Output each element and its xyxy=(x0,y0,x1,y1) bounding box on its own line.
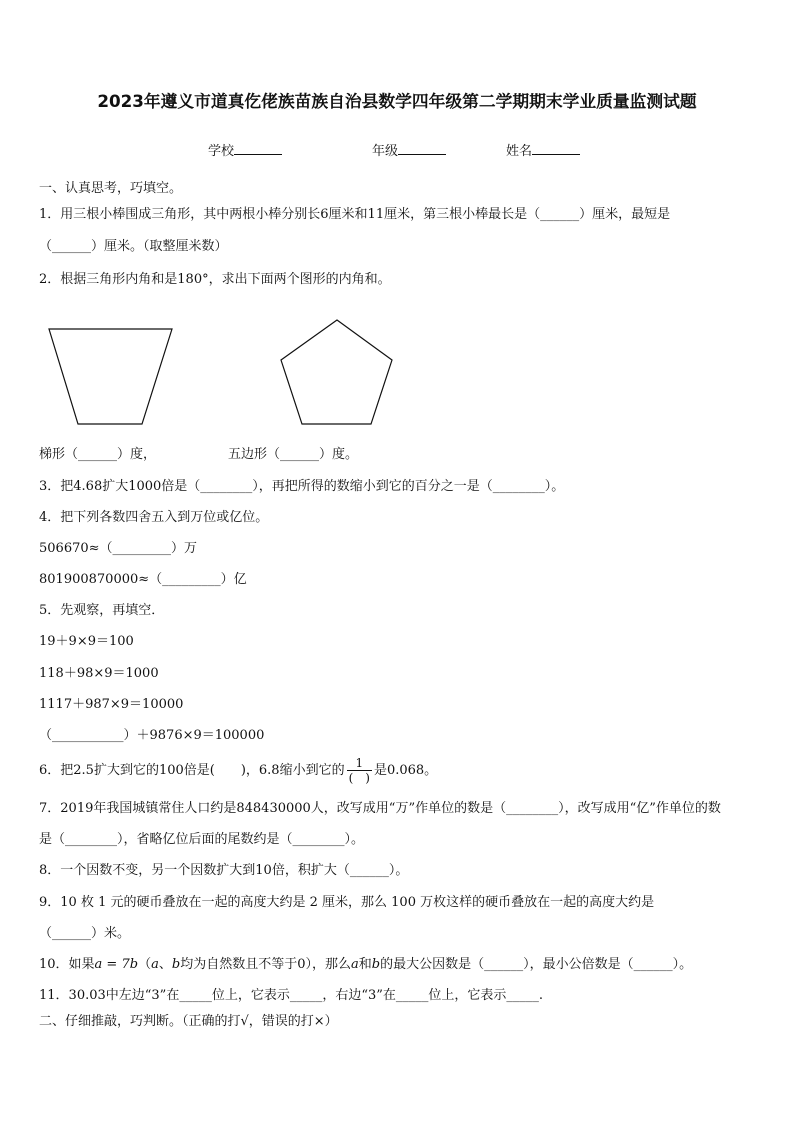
question-2: 2．根据三角形内角和是180°，求出下面两个图形的内角和。 xyxy=(39,272,391,287)
q10-text-f: 的最大公因数是（______），最小公倍数是（______）。 xyxy=(380,957,693,972)
question-5-line-2: 19＋9×9＝100 xyxy=(39,634,134,649)
question-6-text-b: 是0.068。 xyxy=(373,763,438,778)
school-label: 学校 xyxy=(208,144,235,159)
question-7-line-2: 是（________），省略亿位后面的尾数约是（________）。 xyxy=(39,832,365,847)
question-6 xyxy=(39,754,437,788)
pentagon-answer: 五边形（______）度。 xyxy=(228,447,359,462)
grade-label: 年级 xyxy=(372,144,399,159)
q10-var-a2: a xyxy=(350,957,359,972)
question-4-line-1: 4．把下列各数四舍五入到万位或亿位。 xyxy=(39,510,269,525)
name-label: 姓名 xyxy=(506,144,533,159)
question-5-line-3: 118＋98×9＝1000 xyxy=(39,666,159,681)
name-field[interactable] xyxy=(506,140,580,159)
question-9-line-2: （______）米。 xyxy=(39,926,131,941)
q10-text-c: 、 xyxy=(158,957,172,972)
q10-text-e: 和 xyxy=(358,957,372,972)
question-4-line-2: 506670≈（_________）万 xyxy=(39,541,198,556)
question-5-line-5: （___________）＋9876×9＝100000 xyxy=(39,728,265,743)
trapezoid-figure xyxy=(49,329,172,424)
q10-equation: a = 7b xyxy=(94,957,139,972)
question-3: 3．把4.68扩大1000倍是（________），再把所得的数缩小到它的百分之一是（________）。 xyxy=(39,479,565,494)
section-1-heading: 一、认真思考，巧填空。 xyxy=(39,181,183,196)
q10-var-b: b xyxy=(171,957,181,972)
page-title: 2023年遵义市道真仡佬族苗族自治县数学四年级第二学期期末学业质量监测试题 xyxy=(97,91,697,111)
q10-text-a: 10．如果 xyxy=(39,957,95,972)
question-5-line-1: 5．先观察，再填空． xyxy=(39,603,165,618)
q10-var-a: a xyxy=(151,957,159,972)
question-11: 11．30.03中左边“3”在_____位上，它表示_____，右边“3”在_____位上，它表示_____. xyxy=(39,988,544,1003)
question-5-line-4: 1117＋987×9＝10000 xyxy=(39,697,184,712)
trapezoid-answer: 梯形（______）度， xyxy=(39,447,157,462)
question-4-line-3: 801900870000≈（_________）亿 xyxy=(39,572,247,587)
fraction-numerator: 1 xyxy=(347,756,372,771)
q10-text-d: 均为自然数且不等于0），那么 xyxy=(180,957,351,972)
pentagon-figure xyxy=(281,320,392,424)
geometry-figures xyxy=(0,300,794,430)
question-1-line-1: 1．用三根小棒围成三角形，其中两根小棒分别长6厘米和11厘米，第三根小棒最长是（______）厘米，最短是 xyxy=(39,207,671,222)
fraction-denominator: ( ) xyxy=(348,771,370,785)
grade-field[interactable] xyxy=(372,140,446,159)
section-2-heading: 二、仔细推敲，巧判断。（正确的打√，错误的打×） xyxy=(39,1014,338,1029)
question-9-line-1: 9．10 枚 1 元的硬币叠放在一起的高度大约是 2 厘米，那么 100 万枚这样的硬币叠放在一起的高度大约是 xyxy=(39,895,655,910)
question-7-line-1: 7．2019年我国城镇常住人口约是848430000人，改写成用“万”作单位的数是（________），改写成用“亿”作单位的数 xyxy=(39,801,721,816)
school-field[interactable] xyxy=(208,140,282,159)
question-8: 8．一个因数不变，另一个因数扩大到10倍，积扩大（______）。 xyxy=(39,863,409,878)
q10-var-b2: b xyxy=(371,957,381,972)
fraction xyxy=(347,756,372,785)
q10-text-b: （ xyxy=(138,957,152,972)
question-10 xyxy=(39,956,692,974)
question-1-line-2: （______）厘米。（取整厘米数） xyxy=(39,239,228,254)
question-6-text-a: 6．把2.5扩大到它的100倍是( )，6.8缩小到它的 xyxy=(39,763,345,778)
